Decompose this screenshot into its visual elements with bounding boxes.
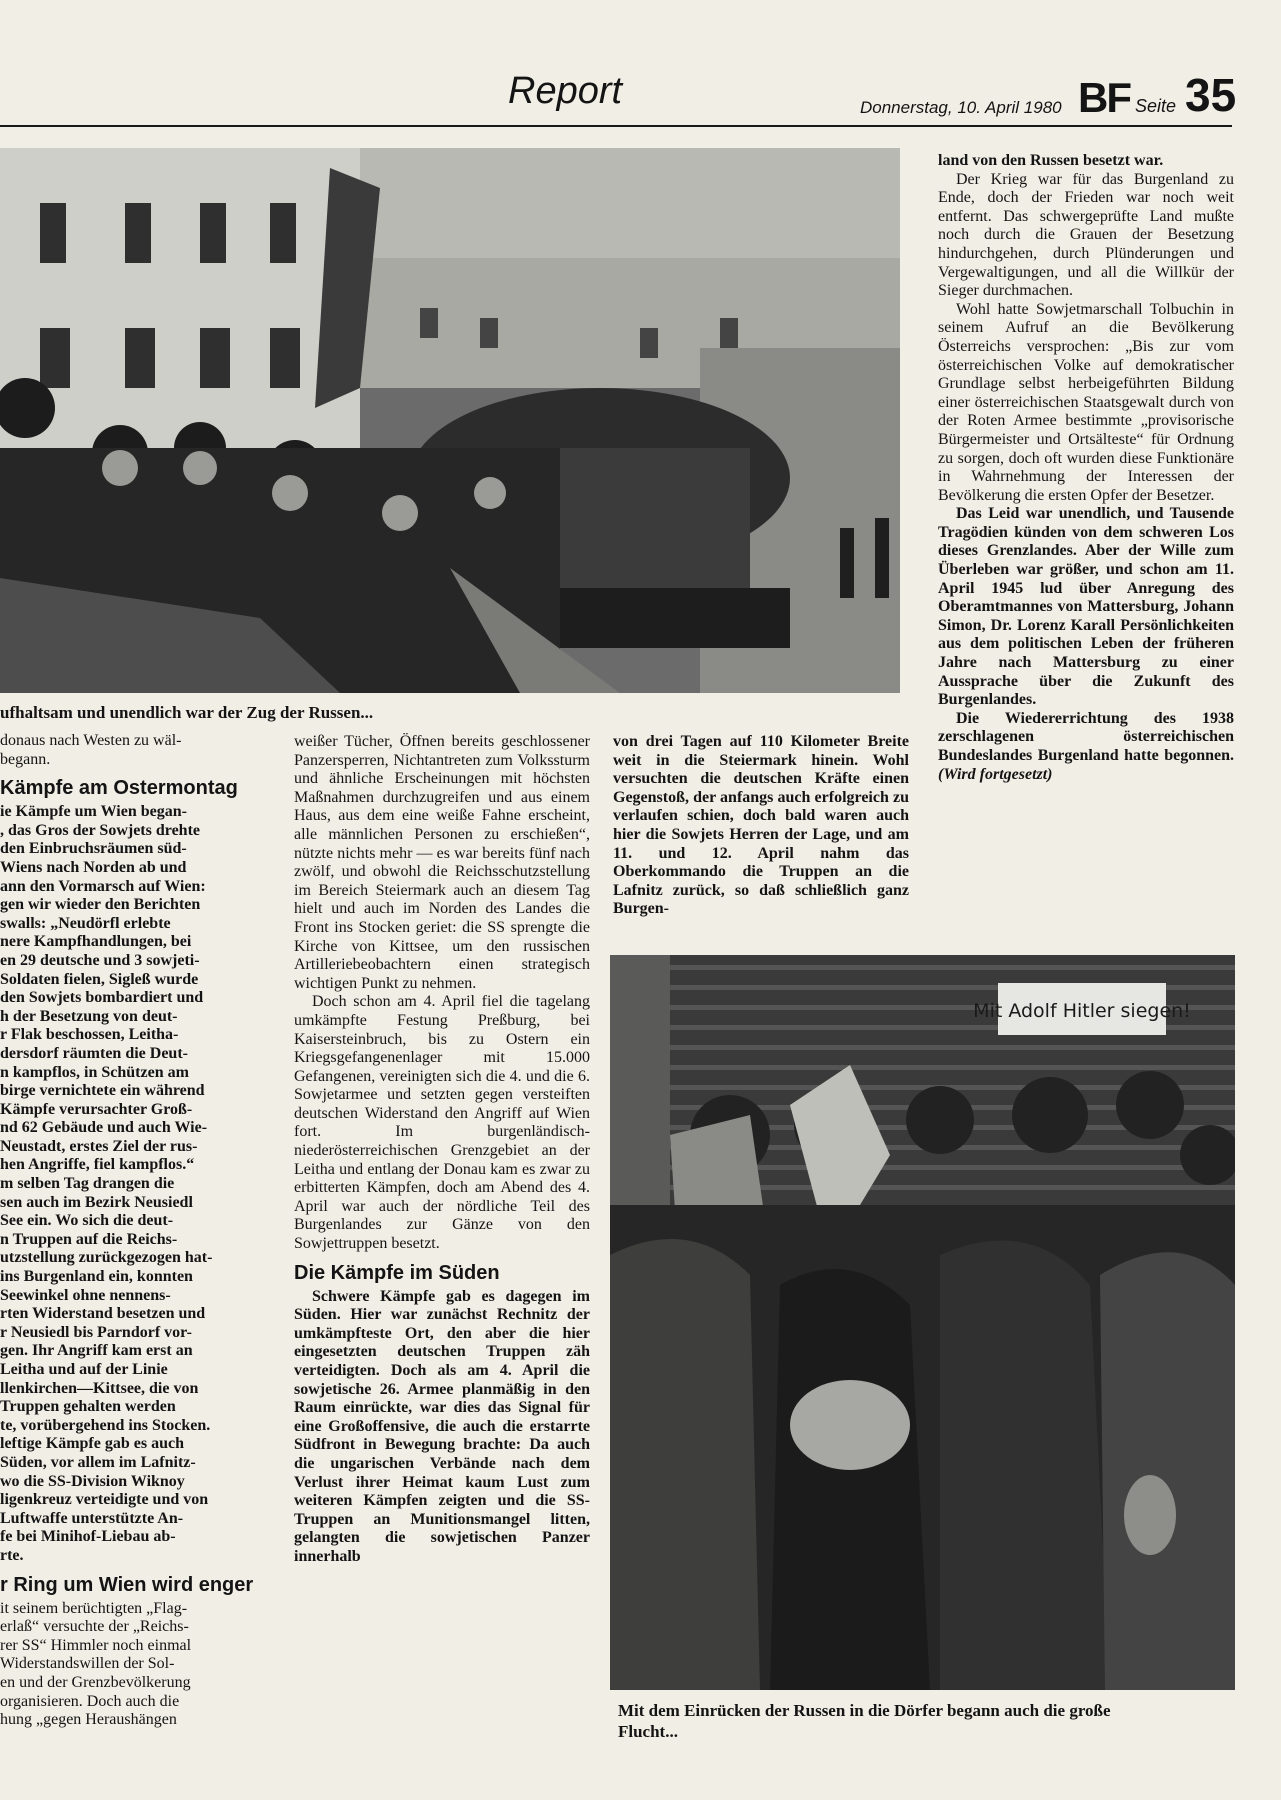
- column-line: hen Angriffe, fiel kampflos.“: [0, 1156, 195, 1174]
- column-line: te, vorübergehend ins Stocken.: [0, 1416, 211, 1434]
- column-line: erlaß“ versuchte der „Reichs-: [0, 1618, 189, 1636]
- column-line: Neustadt, erstes Ziel der rus-: [0, 1137, 198, 1155]
- column-line: Leitha und auf der Linie: [0, 1361, 168, 1378]
- poster-slogan: Mit Adolf Hitler siegen!: [973, 1000, 1191, 1022]
- column-line: fe bei Minihof-Liebau ab-: [0, 1528, 176, 1546]
- continuation-note: (Wird fortgesetzt): [938, 765, 1053, 783]
- paragraph: Der Krieg war für das Burgenland zu Ende, doch der Frieden war noch weit entfernt. Das schwergeprüfte Land mußte noch durch die Grauen der Besetzung hindurchgehen, durch Plünderungen und Vergewaltigungen, und all die Willkür der Sieger durchmachen.: [938, 170, 1234, 300]
- column-line: h der Besetzung von deut-: [0, 1007, 178, 1025]
- column-line: gen. Ihr Angriff kam erst an: [0, 1342, 193, 1360]
- column-line: wo die SS-Division Wiknoy: [0, 1472, 185, 1490]
- paragraph: weißer Tücher, Öffnen bereits geschlossener Panzersperren, Nichtantreten zum Volkssturm und ähnliche Erscheinungen mit höchsten Maßnahmen durchzugreifen und aus einem Haus, aus dem eine weiße Fahne erscheint, alle männlichen Personen zu erschießen“, nützte nichts mehr — es war bereits fünf nach zwölf, und obwohl die Reichsschutzstellung im Bereich Steiermark auch an diesem Tag hielt und auch im Norden des Landes die Front ins Stocken geriet: die SS sprengte die Kirche von Kittsee, um den russischen Artilleriebeobachtern einen strategisch wichtigen Punkt zu nehmen.: [294, 733, 590, 992]
- column-line: Luftwaffe unterstützte An-: [0, 1509, 184, 1527]
- column-line: r Flak beschossen, Leitha-: [0, 1026, 179, 1044]
- paragraph: Doch schon am 4. April fiel die tagelang umkämpfte Festung Preßburg, bei Kaisersteinbruch, bis zu Ostern ein Kriegsgefangenenlager mit 15.000 Gefangenen, vereinigten sich die 4. und die 6. Sowjetarmee und setzten gegen versteiften deutschen Widerstand den Angriff auf Wien fort. Im burgenländisch-niederösterreichischen Grenzgebiet an der Leitha und entlang der Donau kam es zwar zu erbitterten Kämpfen, doch am Abend des 4. April war auch der nördliche Teil des Burgenlandes zur Gänze von den Sowjettruppen besetzt.: [294, 993, 590, 1253]
- issue-date: Donnerstag, 10. April 1980: [860, 98, 1062, 117]
- paragraph: [938, 710, 1234, 784]
- column-line: organisieren. Doch auch die: [0, 1692, 180, 1710]
- paragraph: Wohl hatte Sowjetmarschall Tolbuchin in seinem Aufruf an die Bevölkerung Österreichs versprochen: „Bis zur vom österreichischen Volke auf demokratischer Grundlage selbst herbeigeführten Bildung einer österreichischen Staatsgewalt durch von der Roten Armee bestimmte „provisorische Bürgermeister und Ortsälteste“ für Ordnung zu sorgen, doch oft wurden diese Funktionäre in Wahrnehmung der Interessen der Bevölkerung die ersten Opfer der Besetzer.: [938, 300, 1234, 504]
- left-lines-c: [0, 1600, 270, 1730]
- column-line: See ein. Wo sich die deut-: [0, 1212, 174, 1230]
- photo-soviet-troops-tanks: [0, 148, 900, 693]
- column-line: m selben Tag drangen die: [0, 1175, 175, 1193]
- column-line: den Sowjets bombardiert und: [0, 989, 204, 1007]
- column-line: Wiens nach Norden ab und: [0, 858, 187, 876]
- column-line: ins Burgenland ein, konnten: [0, 1268, 193, 1286]
- column-line: Truppen gehalten werden: [0, 1398, 176, 1416]
- photo-refugees-crowd: [610, 955, 1235, 1690]
- left-lines-a: [0, 732, 270, 769]
- left-lines-b: [0, 803, 270, 1565]
- paragraph: Schwere Kämpfe gab es dagegen im Süden. Hier war zunächst Rechnitz der umkämpfteste Ort, den aber die hier eingesetzten deutschen Truppen zäh verteidigten. Doch als am 4. April die sowjetische 26. Armee planmäßig in den Raum einrückte, war dies das Signal für eine Großoffensive, die auch die erstarrte Südfront in Bewegung brachte: Da auch die ungarischen Verbände nach dem Verlust ihrer Heimat kaum Lust zum weiteren Kämpfen zeigten und die SS-Truppen an Munitionsmangel litten, gelangten die sowjetischen Panzer innerhalb: [294, 1287, 590, 1565]
- column-line: hung „gegen Heraushängen: [0, 1711, 177, 1729]
- subheading-ring-um-wien: r Ring um Wien wird enger: [0, 1573, 254, 1596]
- column-line: begann.: [0, 750, 51, 768]
- article-column-middle: [294, 733, 590, 1567]
- column-line: donaus nach Westen zu wäl-: [0, 732, 182, 749]
- column-line: nd 62 Gebäude und auch Wie-: [0, 1119, 208, 1137]
- column-line: en und der Grenzbevölkerung: [0, 1673, 191, 1691]
- article-column-left: [0, 732, 270, 1730]
- article-column-right-top: [938, 152, 1234, 784]
- column-line: llenkirchen—Kittsee, die von: [0, 1379, 199, 1397]
- photo-caption-top: ufhaltsam und unendlich war der Zug der Russen...: [0, 703, 374, 722]
- column-line: nere Kampfhandlungen, bei: [0, 933, 192, 951]
- column-line: utzstellung zurückgezogen hat-: [0, 1249, 213, 1267]
- column-line: swalls: „Neudörfl erlebte: [0, 914, 171, 932]
- column-line: Süden, vor allem im Lafnitz-: [0, 1453, 196, 1471]
- newspaper-logo: BF: [1078, 74, 1130, 121]
- column-line: n kampflos, in Schützen am: [0, 1063, 189, 1081]
- column-line: en 29 deutsche und 3 sowjeti-: [0, 951, 200, 969]
- column-line: rte.: [0, 1546, 24, 1564]
- page-label: Seite: [1135, 96, 1177, 116]
- photo-caption-bottom-line-2: Flucht...: [618, 1722, 678, 1741]
- column-line: Seewinkel ohne nennens-: [0, 1286, 171, 1304]
- column-line: gen wir wieder den Berichten: [0, 896, 201, 914]
- paragraph-text: Die Wiedererrichtung des 1938 zerschlagenen österreichischen Bundeslandes Burgenland hatte begonnen.: [938, 709, 1234, 764]
- subheading-ostermontag: Kämpfe am Ostermontag: [0, 777, 238, 800]
- column-line: ann den Vormarsch auf Wien:: [0, 877, 206, 895]
- paragraph: von drei Tagen auf 110 Kilometer Breite weit in die Steiermark hinein. Wohl versuchten die deutschen Kräfte einen Gegenstoß, der anfangs auch erfolgreich zu verlaufen schien, doch bald waren auch hier die Sowjets Herren der Lage, und am 11. und 12. April nahm das Oberkommando die Truppen an die Lafnitz zurück, so daß schließlich ganz Burgen-: [613, 733, 909, 918]
- column-line: Soldaten fielen, Sigleß wurde: [0, 970, 199, 988]
- column-line: leftige Kämpfe gab es auch: [0, 1435, 184, 1453]
- paragraph: Das Leid war unendlich, und Tausende Tragödien künden von dem schweren Los dieses Grenzlandes. Aber der Wille zum Überleben war größer, und schon am 11. April 1945 lud über Anregung des Oberamtmannes von Mattersburg, Johann Simon, Dr. Lorenz Karall Persönlichkeiten aus dem politischen Leben der früheren Jahre nach Mattersburg zu einer Aussprache über die Zukunft des Burgenlandes.: [938, 505, 1234, 709]
- column-line: it seinem berüchtigten „Flag-: [0, 1599, 188, 1617]
- header-rule: [0, 125, 1232, 127]
- column-line: rer SS“ Himmler noch einmal: [0, 1636, 192, 1654]
- column-line: ligenkreuz verteidigte und von: [0, 1491, 209, 1509]
- column-line: ie Kämpfe um Wien began-: [0, 803, 187, 821]
- column-line: dersdorf räumten die Deut-: [0, 1044, 188, 1062]
- column-line: r Neusiedl bis Parndorf vor-: [0, 1323, 192, 1341]
- photo-caption-bottom: [618, 1700, 1235, 1742]
- article-column-middle-right: [613, 733, 909, 919]
- column-line: Kämpfe verursachter Groß-: [0, 1100, 193, 1118]
- photo-caption-bottom-line-1: Mit dem Einrücken der Russen in die Dörfer begann auch die große: [618, 1701, 1111, 1720]
- column-line: , das Gros der Sowjets drehte: [0, 821, 200, 839]
- column-line: Widerstandswillen der Sol-: [0, 1655, 175, 1673]
- subheading-sued: Die Kämpfe im Süden: [294, 1261, 500, 1284]
- section-title: Report: [508, 70, 623, 112]
- paragraph: land von den Russen besetzt war.: [938, 152, 1164, 169]
- column-line: sen auch im Bezirk Neusiedl: [0, 1193, 193, 1211]
- column-line: rten Widerstand besetzen und: [0, 1305, 206, 1323]
- column-line: n Truppen auf die Reichs-: [0, 1230, 178, 1248]
- page-number: 35: [1185, 69, 1237, 121]
- column-line: birge vernichtete ein während: [0, 1082, 205, 1100]
- column-line: den Einbruchsräumen süd-: [0, 840, 187, 858]
